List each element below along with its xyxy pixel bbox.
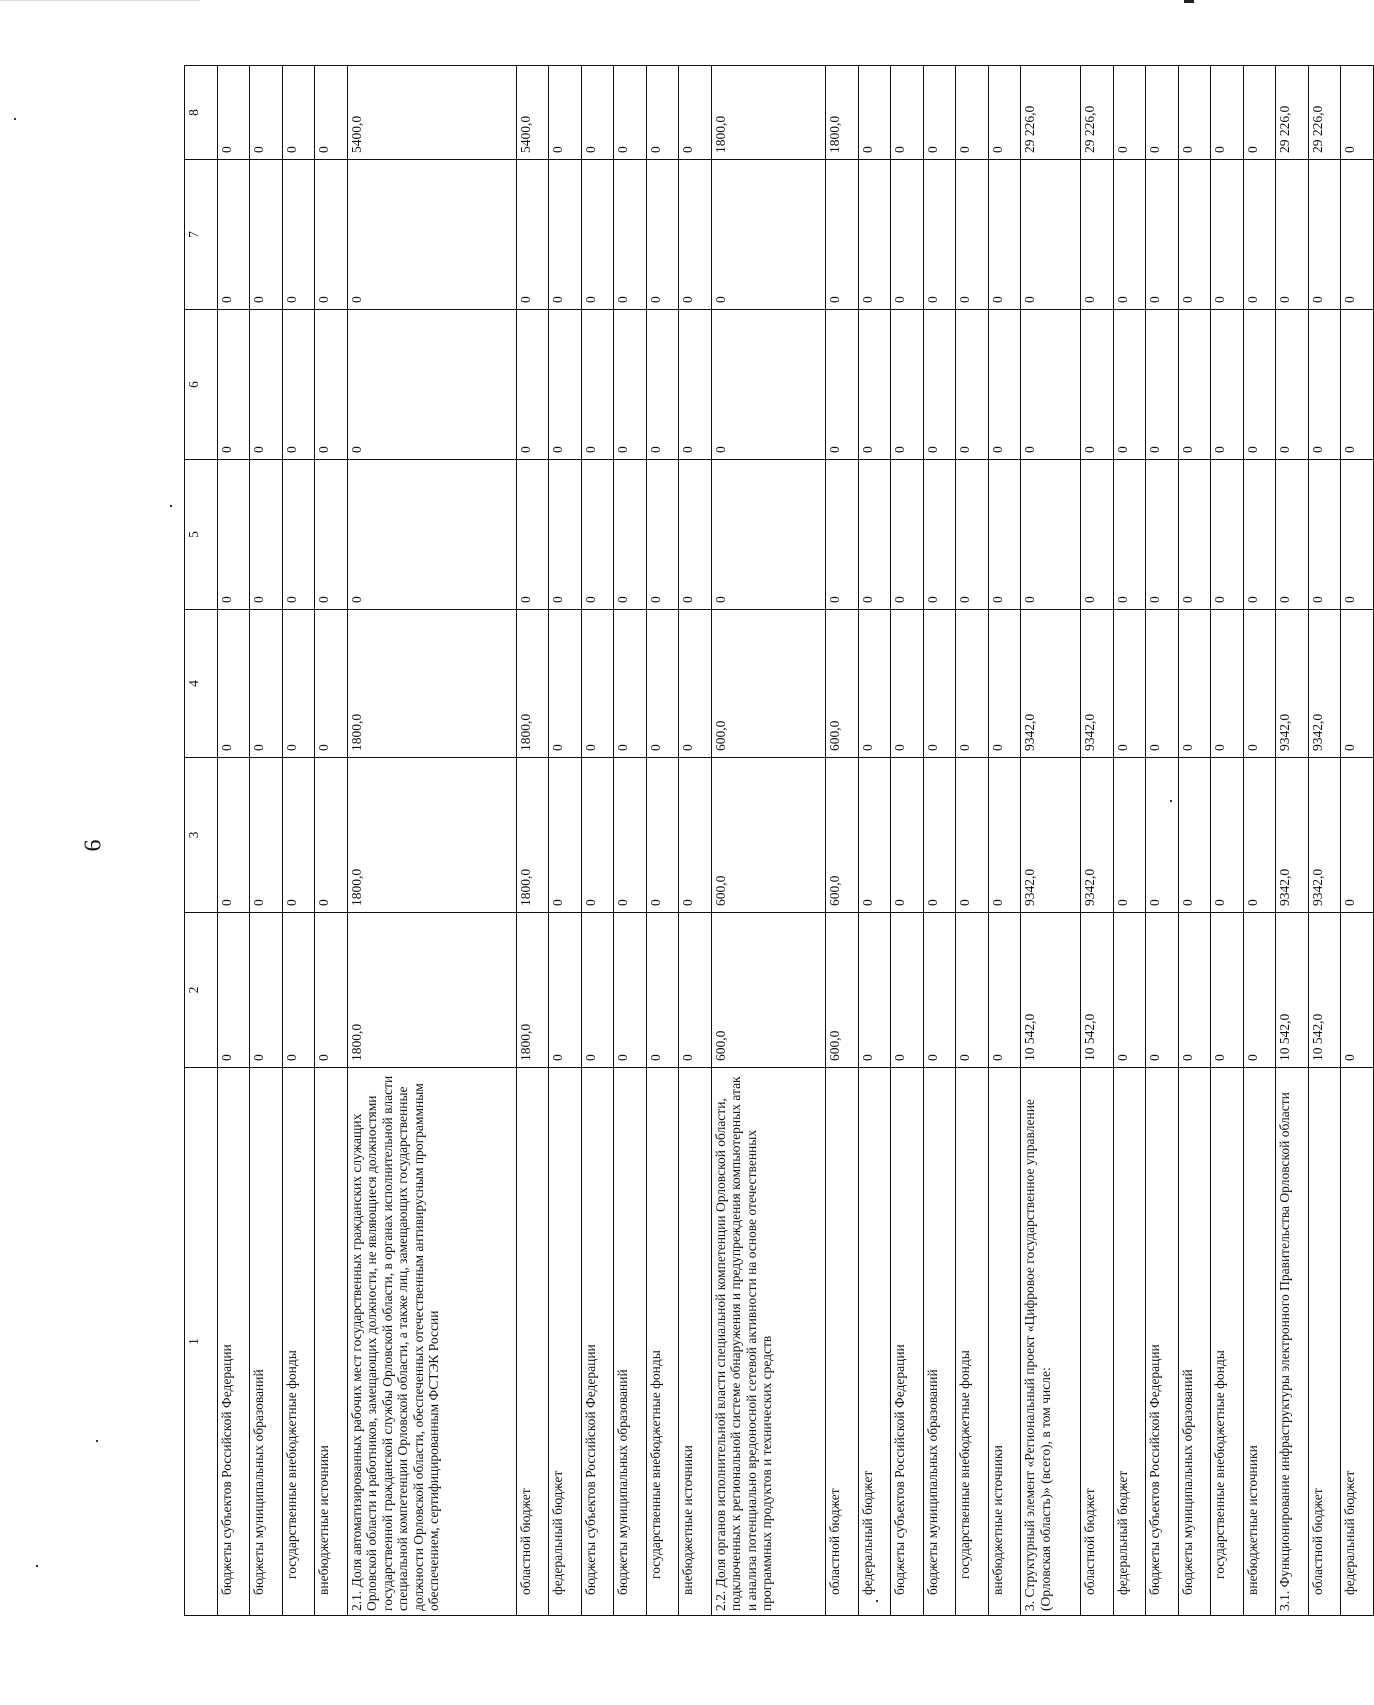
value-cell: 0 (679, 66, 712, 160)
value-cell: 0 (956, 160, 989, 310)
value-cell: 0 (923, 460, 956, 610)
table-row (347, 66, 516, 1616)
table-row (858, 66, 891, 1616)
value-cell: 0 (614, 460, 647, 610)
value-cell: 600,0 (711, 758, 825, 913)
value-cell: 0 (1243, 758, 1276, 913)
value-cell: 0 (988, 460, 1021, 610)
value-cell: 9342,0 (1021, 610, 1081, 758)
value-cell: 0 (956, 310, 989, 460)
value-cell: 0 (891, 310, 924, 460)
table-row (282, 66, 315, 1616)
table-row (1146, 66, 1179, 1616)
value-cell: 0 (217, 460, 250, 610)
value-cell: 0 (516, 460, 549, 610)
value-cell: 9342,0 (1081, 758, 1114, 913)
value-cell: 0 (217, 758, 250, 913)
value-cell: 0 (679, 610, 712, 758)
value-cell: 0 (347, 310, 516, 460)
row-label: внебюджетные источники (315, 1068, 348, 1616)
value-cell: 0 (1211, 460, 1244, 610)
value-cell: 0 (1113, 66, 1146, 160)
value-cell: 0 (1178, 610, 1211, 758)
value-cell: 0 (679, 160, 712, 310)
value-cell: 0 (1211, 610, 1244, 758)
value-cell: 0 (516, 310, 549, 460)
row-label: государственные внебюджетные фонды (1211, 1068, 1244, 1616)
row-label: бюджеты субъектов Российской Федерации (581, 1068, 614, 1616)
value-cell: 0 (826, 460, 859, 610)
value-cell: 0 (646, 460, 679, 610)
value-cell: 0 (250, 610, 283, 758)
value-cell: 0 (282, 610, 315, 758)
row-label: государственные внебюджетные фонды (282, 1068, 315, 1616)
value-cell: 0 (1113, 913, 1146, 1068)
column-number: 3 (185, 758, 218, 913)
value-cell: 0 (1178, 758, 1211, 913)
row-label: 3. Структурный элемент «Региональный проект «Цифровое государственное управление (Орловская область)» (всего), в том числе: (1021, 1068, 1081, 1616)
value-cell: 0 (956, 913, 989, 1068)
value-cell: 0 (858, 610, 891, 758)
value-cell: 0 (1178, 66, 1211, 160)
value-cell: 0 (1243, 610, 1276, 758)
value-cell: 0 (282, 310, 315, 460)
table-row (581, 66, 614, 1616)
scan-edge-line (0, 0, 200, 1)
value-cell: 0 (923, 610, 956, 758)
row-label: внебюджетные источники (679, 1068, 712, 1616)
value-cell: 29 226,0 (1308, 66, 1341, 160)
row-label: областной бюджет (1081, 1068, 1114, 1616)
value-cell: 0 (581, 310, 614, 460)
table-row (1178, 66, 1211, 1616)
value-cell: 0 (614, 310, 647, 460)
table-row (1211, 66, 1244, 1616)
value-cell: 0 (858, 758, 891, 913)
row-label: областной бюджет (516, 1068, 549, 1616)
value-cell: 0 (858, 310, 891, 460)
value-cell: 0 (923, 160, 956, 310)
value-cell: 0 (646, 160, 679, 310)
value-cell: 0 (315, 66, 348, 160)
value-cell: 0 (581, 66, 614, 160)
row-label: внебюджетные источники (988, 1068, 1021, 1616)
table-row (1341, 66, 1374, 1616)
value-cell: 600,0 (711, 610, 825, 758)
value-cell: 0 (315, 460, 348, 610)
value-cell: 0 (1021, 160, 1081, 310)
value-cell: 0 (250, 66, 283, 160)
row-label: федеральный бюджет (549, 1068, 582, 1616)
value-cell: 0 (549, 160, 582, 310)
value-cell: 0 (1341, 66, 1374, 160)
value-cell: 0 (711, 160, 825, 310)
column-number: 5 (185, 460, 218, 610)
scan-speck (14, 118, 16, 120)
value-cell: 0 (282, 160, 315, 310)
value-cell: 0 (1146, 758, 1179, 913)
table-row (1113, 66, 1146, 1616)
value-cell: 0 (891, 758, 924, 913)
value-cell: 0 (1211, 310, 1244, 460)
value-cell: 0 (711, 310, 825, 460)
table-row (923, 66, 956, 1616)
value-cell: 0 (581, 160, 614, 310)
value-cell: 0 (1081, 460, 1114, 610)
value-cell: 0 (614, 66, 647, 160)
table-row (217, 66, 250, 1616)
value-cell: 1800,0 (711, 66, 825, 160)
value-cell: 600,0 (826, 913, 859, 1068)
value-cell: 0 (549, 913, 582, 1068)
value-cell: 0 (1146, 66, 1179, 160)
value-cell: 0 (679, 460, 712, 610)
value-cell: 29 226,0 (1081, 66, 1114, 160)
value-cell: 0 (679, 758, 712, 913)
value-cell: 0 (891, 610, 924, 758)
value-cell: 0 (988, 310, 1021, 460)
value-cell: 0 (1308, 460, 1341, 610)
value-cell: 0 (217, 610, 250, 758)
value-cell: 0 (826, 160, 859, 310)
table-row (956, 66, 989, 1616)
table-row (646, 66, 679, 1616)
value-cell: 0 (1021, 460, 1081, 610)
value-cell: 0 (1341, 160, 1374, 310)
value-cell: 0 (1113, 758, 1146, 913)
value-cell: 9342,0 (1308, 758, 1341, 913)
value-cell: 0 (315, 160, 348, 310)
row-label: 2.1. Доля автоматизированных рабочих мест государственных гражданских служащих Орловской области и работников, замещающих должности, не являющиеся должностями государственной гражданской службы Орловской области, в органах исполнительной власти специальной компетенции Орловской области, а также лиц, замещающих государственные должности Орловской области, обеспеченных отечественным антивирусным программным обеспечением, сертифицированным ФСТЭК России (347, 1068, 516, 1616)
value-cell: 5400,0 (516, 66, 549, 160)
value-cell: 0 (581, 913, 614, 1068)
row-label: бюджеты муниципальных образований (923, 1068, 956, 1616)
value-cell: 0 (826, 310, 859, 460)
row-label: бюджеты субъектов Российской Федерации (891, 1068, 924, 1616)
value-cell: 9342,0 (1021, 758, 1081, 913)
table-row (549, 66, 582, 1616)
row-label: областной бюджет (826, 1068, 859, 1616)
row-label: федеральный бюджет (858, 1068, 891, 1616)
value-cell: 10 542,0 (1081, 913, 1114, 1068)
value-cell: 0 (858, 66, 891, 160)
value-cell: 0 (679, 913, 712, 1068)
value-cell: 0 (614, 913, 647, 1068)
value-cell: 5400,0 (347, 66, 516, 160)
value-cell: 0 (923, 66, 956, 160)
value-cell: 0 (549, 460, 582, 610)
value-cell: 0 (217, 66, 250, 160)
page-number: 6 (80, 839, 107, 852)
value-cell: 0 (1211, 160, 1244, 310)
table-row (1243, 66, 1276, 1616)
column-number: 1 (185, 1068, 218, 1616)
value-cell: 0 (1243, 913, 1276, 1068)
value-cell: 0 (282, 913, 315, 1068)
value-cell: 0 (581, 610, 614, 758)
value-cell: 0 (1178, 160, 1211, 310)
value-cell: 0 (956, 758, 989, 913)
value-cell: 1800,0 (516, 610, 549, 758)
row-label: государственные внебюджетные фонды (646, 1068, 679, 1616)
value-cell: 0 (516, 160, 549, 310)
value-cell: 0 (1113, 160, 1146, 310)
value-cell: 0 (581, 758, 614, 913)
row-label: государственные внебюджетные фонды (956, 1068, 989, 1616)
value-cell: 0 (549, 66, 582, 160)
value-cell: 0 (614, 758, 647, 913)
value-cell: 0 (1178, 913, 1211, 1068)
value-cell: 600,0 (711, 913, 825, 1068)
scan-speck (170, 505, 172, 507)
column-number-row (185, 66, 218, 1616)
value-cell: 0 (1341, 610, 1374, 758)
value-cell: 0 (1113, 610, 1146, 758)
value-cell: 0 (549, 310, 582, 460)
value-cell: 0 (282, 460, 315, 610)
row-label: 2.2. Доля органов исполнительной власти специальной компетенции Орловской области, подключенных к региональной системе обнаружения и предупреждения компьютерных атак и анализа потенциально вредоносной сетевой активности на основе отечественных программных продуктов и технических средств (711, 1068, 825, 1616)
value-cell: 0 (1243, 66, 1276, 160)
value-cell: 0 (891, 160, 924, 310)
value-cell: 0 (1308, 310, 1341, 460)
value-cell: 10 542,0 (1021, 913, 1081, 1068)
value-cell: 0 (315, 758, 348, 913)
value-cell: 0 (1243, 160, 1276, 310)
value-cell: 1800,0 (347, 913, 516, 1068)
value-cell: 0 (956, 460, 989, 610)
row-label: федеральный бюджет (1113, 1068, 1146, 1616)
value-cell: 0 (923, 758, 956, 913)
value-cell: 0 (282, 66, 315, 160)
row-label: внебюджетные источники (1243, 1068, 1276, 1616)
column-number: 4 (185, 610, 218, 758)
table-row (1081, 66, 1114, 1616)
value-cell: 0 (549, 758, 582, 913)
row-label: бюджеты муниципальных образований (250, 1068, 283, 1616)
row-label: бюджеты субъектов Российской Федерации (217, 1068, 250, 1616)
row-label: 3.1. Функционирование инфраструктуры электронного Правительства Орловской области (1276, 1068, 1309, 1616)
value-cell: 0 (891, 460, 924, 610)
value-cell: 0 (988, 610, 1021, 758)
table-row (826, 66, 859, 1616)
value-cell: 0 (315, 610, 348, 758)
value-cell: 0 (1146, 460, 1179, 610)
value-cell: 1800,0 (347, 610, 516, 758)
value-cell: 0 (614, 160, 647, 310)
value-cell: 0 (1341, 310, 1374, 460)
value-cell: 0 (891, 913, 924, 1068)
value-cell: 0 (1081, 310, 1114, 460)
value-cell: 0 (1341, 913, 1374, 1068)
value-cell: 0 (1243, 460, 1276, 610)
value-cell: 9342,0 (1276, 758, 1309, 913)
value-cell: 9342,0 (1276, 610, 1309, 758)
value-cell: 0 (217, 160, 250, 310)
value-cell: 0 (217, 913, 250, 1068)
value-cell: 0 (315, 310, 348, 460)
table-row (1021, 66, 1081, 1616)
value-cell: 0 (646, 610, 679, 758)
value-cell: 0 (1211, 66, 1244, 160)
value-cell: 10 542,0 (1308, 913, 1341, 1068)
value-cell: 1800,0 (516, 913, 549, 1068)
budget-table (184, 65, 1374, 1616)
value-cell: 0 (988, 160, 1021, 310)
value-cell: 0 (1211, 913, 1244, 1068)
value-cell: 0 (1081, 160, 1114, 310)
table-row (516, 66, 549, 1616)
value-cell: 0 (1341, 460, 1374, 610)
value-cell: 0 (1243, 310, 1276, 460)
value-cell: 0 (646, 310, 679, 460)
value-cell: 0 (1146, 913, 1179, 1068)
value-cell: 0 (1021, 310, 1081, 460)
value-cell: 0 (1276, 160, 1309, 310)
value-cell: 0 (250, 460, 283, 610)
value-cell: 0 (217, 310, 250, 460)
value-cell: 600,0 (826, 610, 859, 758)
value-cell: 0 (679, 310, 712, 460)
value-cell: 0 (891, 66, 924, 160)
table-row (250, 66, 283, 1616)
value-cell: 0 (1178, 460, 1211, 610)
value-cell: 0 (988, 758, 1021, 913)
value-cell: 0 (646, 758, 679, 913)
table-row (614, 66, 647, 1616)
value-cell: 600,0 (826, 758, 859, 913)
value-cell: 0 (1146, 310, 1179, 460)
value-cell: 10 542,0 (1276, 913, 1309, 1068)
value-cell: 0 (711, 460, 825, 610)
row-label: федеральный бюджет (1341, 1068, 1374, 1616)
value-cell: 0 (1276, 460, 1309, 610)
column-number: 6 (185, 310, 218, 460)
row-label: бюджеты муниципальных образований (614, 1068, 647, 1616)
table-row (988, 66, 1021, 1616)
rotated-table-wrapper (184, 66, 1374, 1616)
value-cell: 0 (956, 610, 989, 758)
value-cell: 0 (988, 913, 1021, 1068)
row-label: бюджеты субъектов Российской Федерации (1146, 1068, 1179, 1616)
value-cell: 29 226,0 (1276, 66, 1309, 160)
value-cell: 0 (614, 610, 647, 758)
column-number: 8 (185, 66, 218, 160)
value-cell: 0 (549, 610, 582, 758)
value-cell: 0 (1341, 758, 1374, 913)
value-cell: 0 (858, 160, 891, 310)
value-cell: 0 (1276, 310, 1309, 460)
value-cell: 0 (250, 160, 283, 310)
value-cell: 0 (315, 913, 348, 1068)
value-cell: 0 (923, 913, 956, 1068)
value-cell: 0 (347, 160, 516, 310)
value-cell: 0 (1113, 310, 1146, 460)
value-cell: 0 (646, 913, 679, 1068)
scan-speck (36, 1565, 38, 1567)
value-cell: 0 (1113, 460, 1146, 610)
value-cell: 9342,0 (1308, 610, 1341, 758)
row-label: бюджеты муниципальных образований (1178, 1068, 1211, 1616)
value-cell: 0 (1211, 758, 1244, 913)
value-cell: 9342,0 (1081, 610, 1114, 758)
value-cell: 0 (956, 66, 989, 160)
table-row (891, 66, 924, 1616)
scan-edge-mark (1184, 0, 1194, 3)
value-cell: 0 (1308, 160, 1341, 310)
value-cell: 1800,0 (347, 758, 516, 913)
table-row (1308, 66, 1341, 1616)
table-row (679, 66, 712, 1616)
value-cell: 0 (250, 758, 283, 913)
value-cell: 0 (858, 460, 891, 610)
value-cell: 0 (1146, 160, 1179, 310)
table-row (315, 66, 348, 1616)
row-label: областной бюджет (1308, 1068, 1341, 1616)
scan-speck (96, 1440, 98, 1442)
column-number: 7 (185, 160, 218, 310)
value-cell: 1800,0 (826, 66, 859, 160)
value-cell: 0 (858, 913, 891, 1068)
column-number: 2 (185, 913, 218, 1068)
table-row (711, 66, 825, 1616)
value-cell: 0 (923, 310, 956, 460)
value-cell: 0 (1146, 610, 1179, 758)
table-row (1276, 66, 1309, 1616)
value-cell: 0 (1178, 310, 1211, 460)
value-cell: 1800,0 (516, 758, 549, 913)
value-cell: 0 (988, 66, 1021, 160)
value-cell: 29 226,0 (1021, 66, 1081, 160)
value-cell: 0 (250, 310, 283, 460)
value-cell: 0 (581, 460, 614, 610)
value-cell: 0 (282, 758, 315, 913)
value-cell: 0 (347, 460, 516, 610)
value-cell: 0 (646, 66, 679, 160)
value-cell: 0 (250, 913, 283, 1068)
